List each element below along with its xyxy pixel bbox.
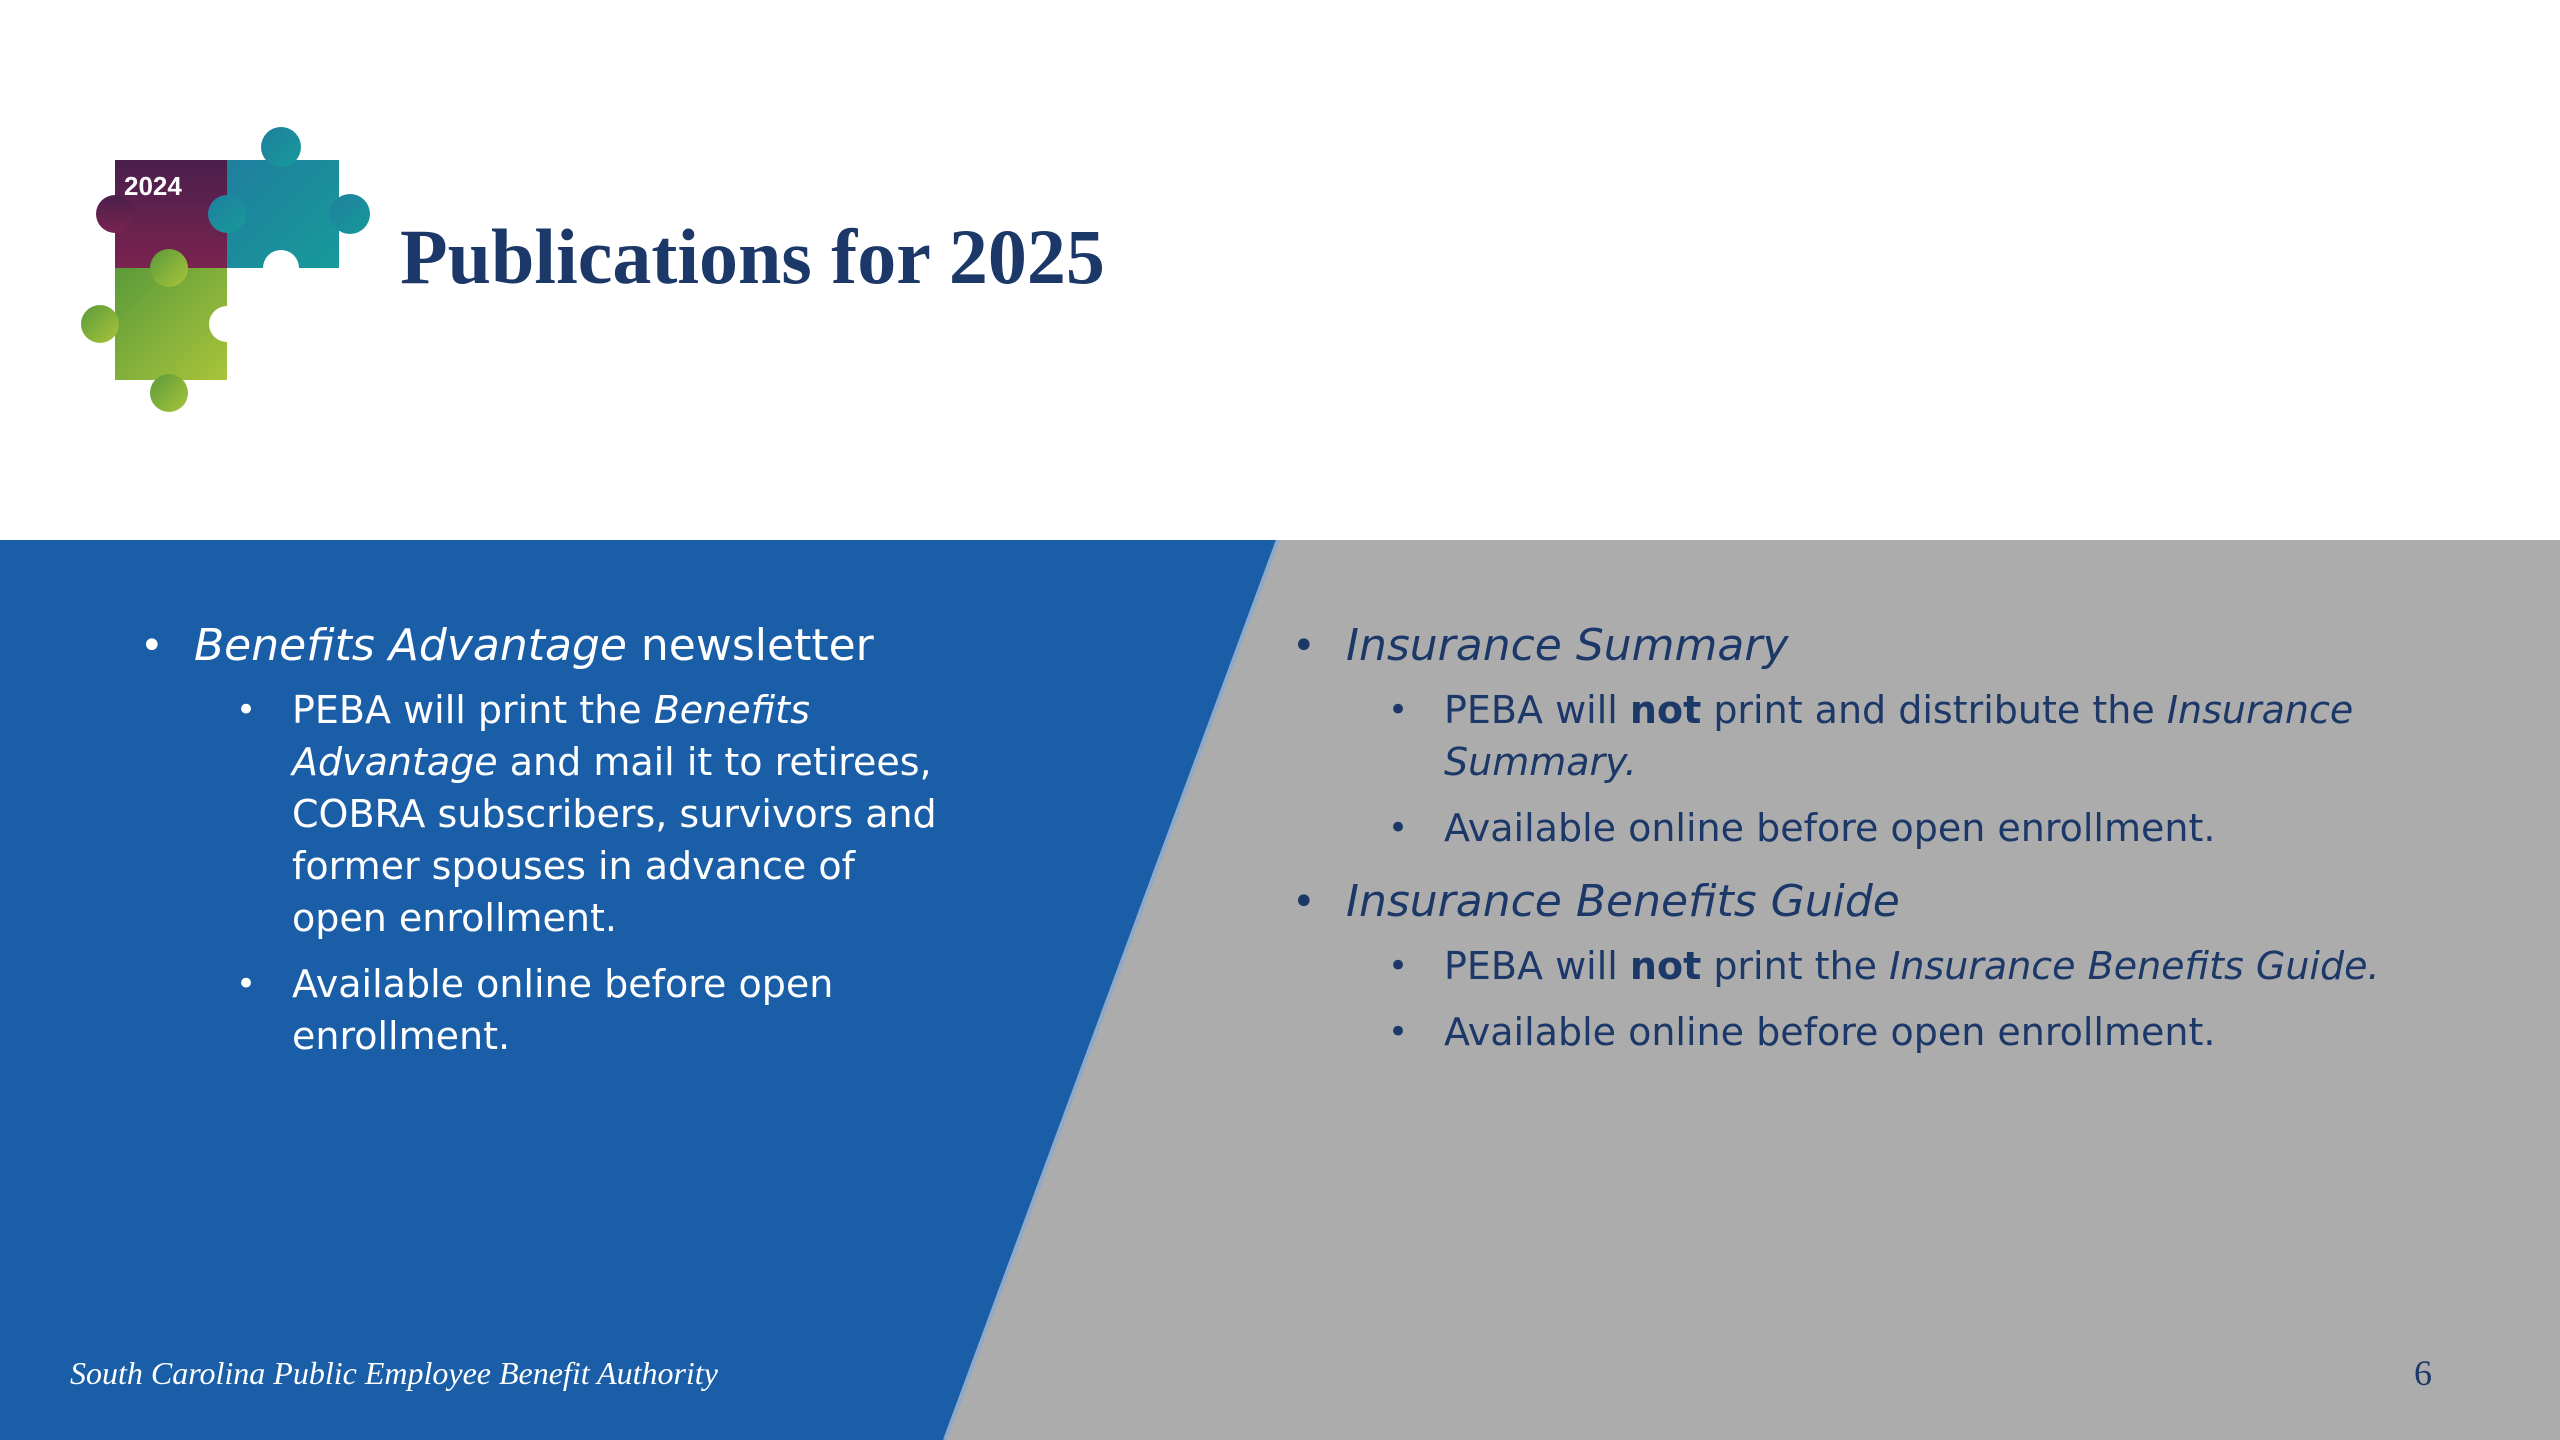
right-bullet-list — [1292, 618, 2492, 1072]
sub-text: and mail it to retirees, COBRA subscribers, survivors and former spouses in advance of open enrollment. — [292, 740, 937, 940]
puzzle-piece-teal — [208, 127, 370, 286]
bullet-icon: • — [1388, 690, 1409, 730]
sub-text: print the — [1701, 944, 1890, 988]
puzzle-logo-icon — [80, 125, 375, 415]
sub-list — [1346, 940, 2492, 1058]
sub-item — [1388, 802, 2492, 854]
list-item-insurance-benefits-guide — [1292, 874, 2492, 1058]
list-item-benefits-advantage — [140, 618, 940, 1062]
sub-item — [1388, 684, 2492, 788]
item-title-italic: Insurance Summary — [1346, 620, 1789, 671]
slide-title: Publications for 2025 — [400, 213, 1105, 300]
sub-item — [236, 958, 940, 1062]
page-number: 6 — [2414, 1353, 2432, 1393]
sub-text-italic: Insurance Summary. — [1444, 688, 2354, 784]
puzzle-piece-green — [81, 249, 245, 412]
sub-text: PEBA will — [1444, 688, 1630, 732]
footer-organization: South Carolina Public Employee Benefit Authority — [70, 1355, 718, 1391]
sub-list — [194, 684, 940, 1062]
bullet-icon: • — [1388, 1012, 1409, 1052]
sub-text-bold: not — [1629, 944, 1702, 988]
sub-text: Available online before open enrollment. — [292, 962, 834, 1058]
sub-item — [236, 684, 940, 944]
sub-text: Available online before open enrollment. — [1444, 806, 2216, 850]
sub-item — [1388, 940, 2492, 992]
sub-text: Available online before open enrollment. — [1444, 1010, 2216, 1054]
logo-year: 2024 — [124, 171, 182, 201]
bullet-icon: • — [1388, 808, 1409, 848]
item-title-italic: Insurance Benefits Guide — [1346, 876, 1900, 927]
left-bullet-list — [140, 618, 940, 1076]
item-title-italic: Benefits Advantage — [194, 620, 627, 671]
sub-text-bold: not — [1629, 688, 1702, 732]
sub-text-italic: Benefits Advantage — [292, 688, 810, 784]
list-item-insurance-summary — [1292, 618, 2492, 854]
sub-text-italic: Insurance Benefits Guide. — [1889, 944, 2380, 988]
sub-list — [1346, 684, 2492, 854]
bullet-icon: • — [140, 623, 164, 669]
sub-text: PEBA will — [1444, 944, 1630, 988]
sub-item — [1388, 1006, 2492, 1058]
sub-text: PEBA will print the — [292, 688, 654, 732]
bullet-icon: • — [1388, 946, 1409, 986]
bullet-icon: • — [1292, 623, 1316, 669]
sub-text: print and distribute the — [1701, 688, 2167, 732]
bullet-icon: • — [236, 690, 257, 730]
item-title-rest: newsletter — [626, 620, 874, 671]
bullet-icon: • — [1292, 879, 1316, 925]
bullet-icon: • — [236, 964, 257, 1004]
